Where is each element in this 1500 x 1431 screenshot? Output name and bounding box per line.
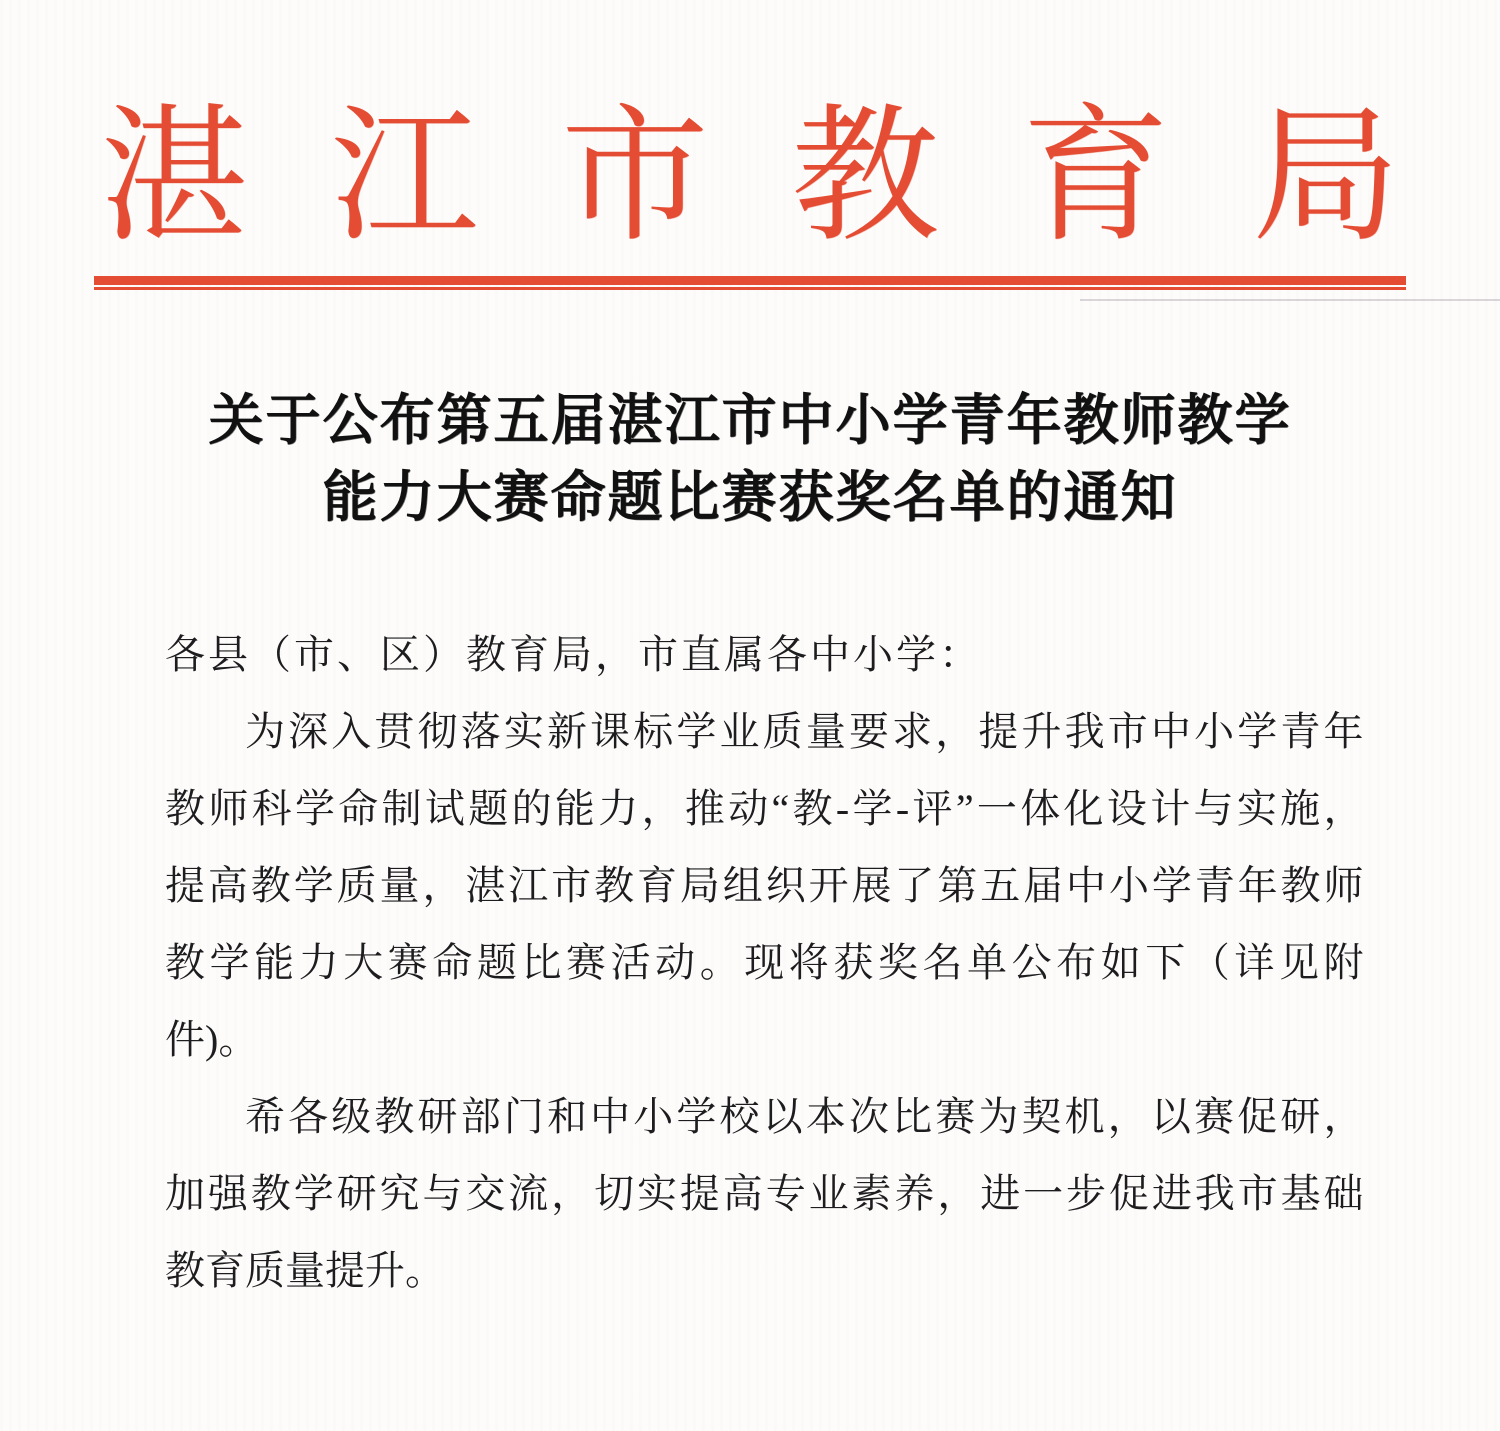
agency-title-char: 局 (1251, 96, 1400, 260)
body-line: 加强教学研究与交流，切实提高专业素养，进一步促进我市基础 (165, 1170, 1365, 1216)
letterhead-agency-title (100, 0, 1400, 260)
document-title-line-1: 关于公布第五届湛江市中小学青年教师教学 (208, 389, 1292, 451)
body-line: 教学能力大赛命题比赛活动。现将获奖名单公布如下（详见附 (165, 939, 1365, 985)
letterhead-rule (94, 276, 1406, 290)
letterhead-rule-thick-bar (94, 276, 1406, 285)
paragraph-2 (165, 1078, 1365, 1309)
body-line: 希各级教研部门和中小学校以本次比赛为契机，以赛促研， (245, 1093, 1365, 1139)
agency-title-char: 市 (560, 96, 709, 260)
document-title-line-2: 能力大赛命题比赛获奖名单的通知 (322, 466, 1178, 528)
body-line: 教师科学命制试题的能力，推动“教-学-评”一体化设计与实施， (165, 785, 1365, 831)
agency-title-char: 育 (1021, 96, 1170, 260)
agency-title-char: 湛 (100, 96, 248, 260)
agency-title-char: 教 (791, 96, 940, 260)
body-line: 教育质量提升。 (165, 1247, 445, 1293)
letterhead-rule-thin-bar (94, 287, 1406, 290)
scan-artifact-line (1080, 299, 1500, 301)
body-line: 提高教学质量，湛江市教育局组织开展了第五届中小学青年教师 (165, 862, 1365, 908)
body-line: 件)。 (165, 1016, 259, 1062)
salutation-line: 各县（市、区）教育局，市直属各中小学： (165, 631, 982, 677)
document-body (165, 616, 1365, 1309)
body-line: 为深入贯彻落实新课标学业质量要求，提升我市中小学青年 (245, 708, 1365, 754)
agency-title-char: 江 (330, 96, 479, 260)
document-title (0, 382, 1500, 536)
paragraph-1 (165, 693, 1365, 1078)
